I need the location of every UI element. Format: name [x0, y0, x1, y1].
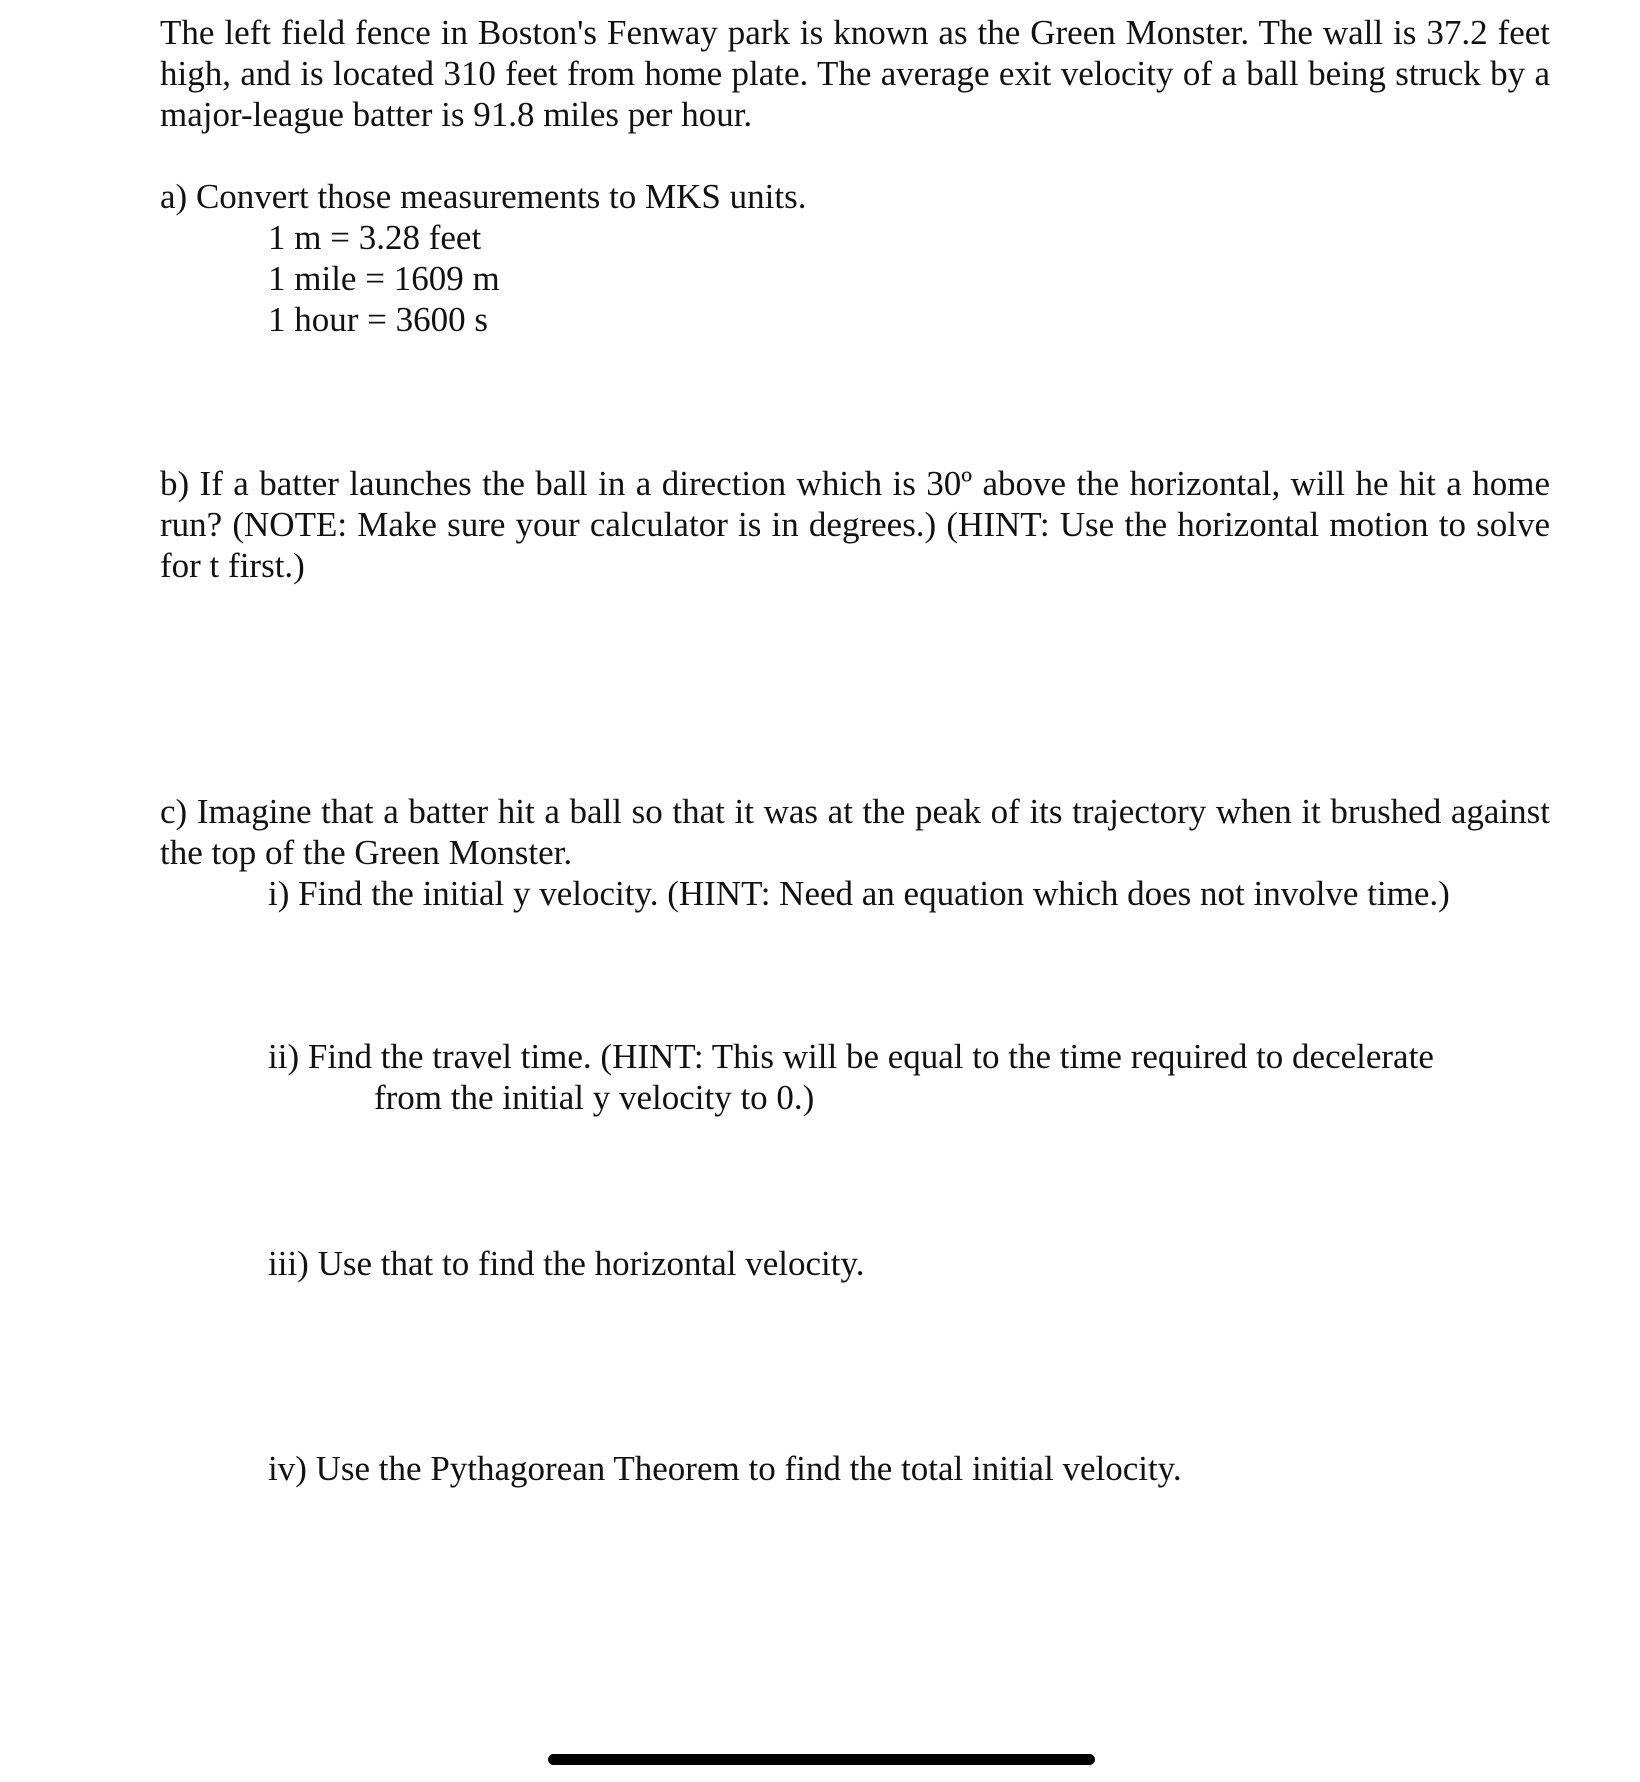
part-c-question: c) Imagine that a batter hit a ball so that it was at the peak of its trajectory when it brushed against the top of the Green Monster.: [160, 792, 1550, 872]
conversion-meters: 1 m = 3.28 feet: [268, 218, 482, 257]
part-c-iv: iv) Use the Pythagorean Theorem to find the total initial velocity.: [268, 1449, 1182, 1488]
part-c-i: i) Find the initial y velocity. (HINT: Need an equation which does not involve time.): [268, 874, 1450, 913]
part-c-ii-line2: from the initial y velocity to 0.): [374, 1078, 815, 1117]
conversion-miles: 1 mile = 1609 m: [268, 259, 500, 298]
intro-paragraph: The left field fence in Boston's Fenway park is known as the Green Monster. The wall is 37.2 feet high, and is located 310 feet from home plate. The average exit velocity of a ball being struck by a major-league batter is 91.8 miles per hour.: [160, 13, 1550, 134]
part-c-ii-line1: ii) Find the travel time. (HINT: This will be equal to the time required to decelerate: [268, 1037, 1434, 1076]
part-a-question: a) Convert those measurements to MKS units.: [160, 177, 807, 216]
conversion-hours: 1 hour = 3600 s: [268, 300, 489, 339]
home-indicator-bar[interactable]: [548, 1754, 1095, 1765]
part-c-iii: iii) Use that to find the horizontal velocity.: [268, 1244, 865, 1283]
part-b-question: b) If a batter launches the ball in a direction which is 30º above the horizontal, will he hit a home run? (NOTE: Make sure your calculator is in degrees.) (HINT: Use the horizontal motion to solve for t first.): [160, 464, 1550, 585]
